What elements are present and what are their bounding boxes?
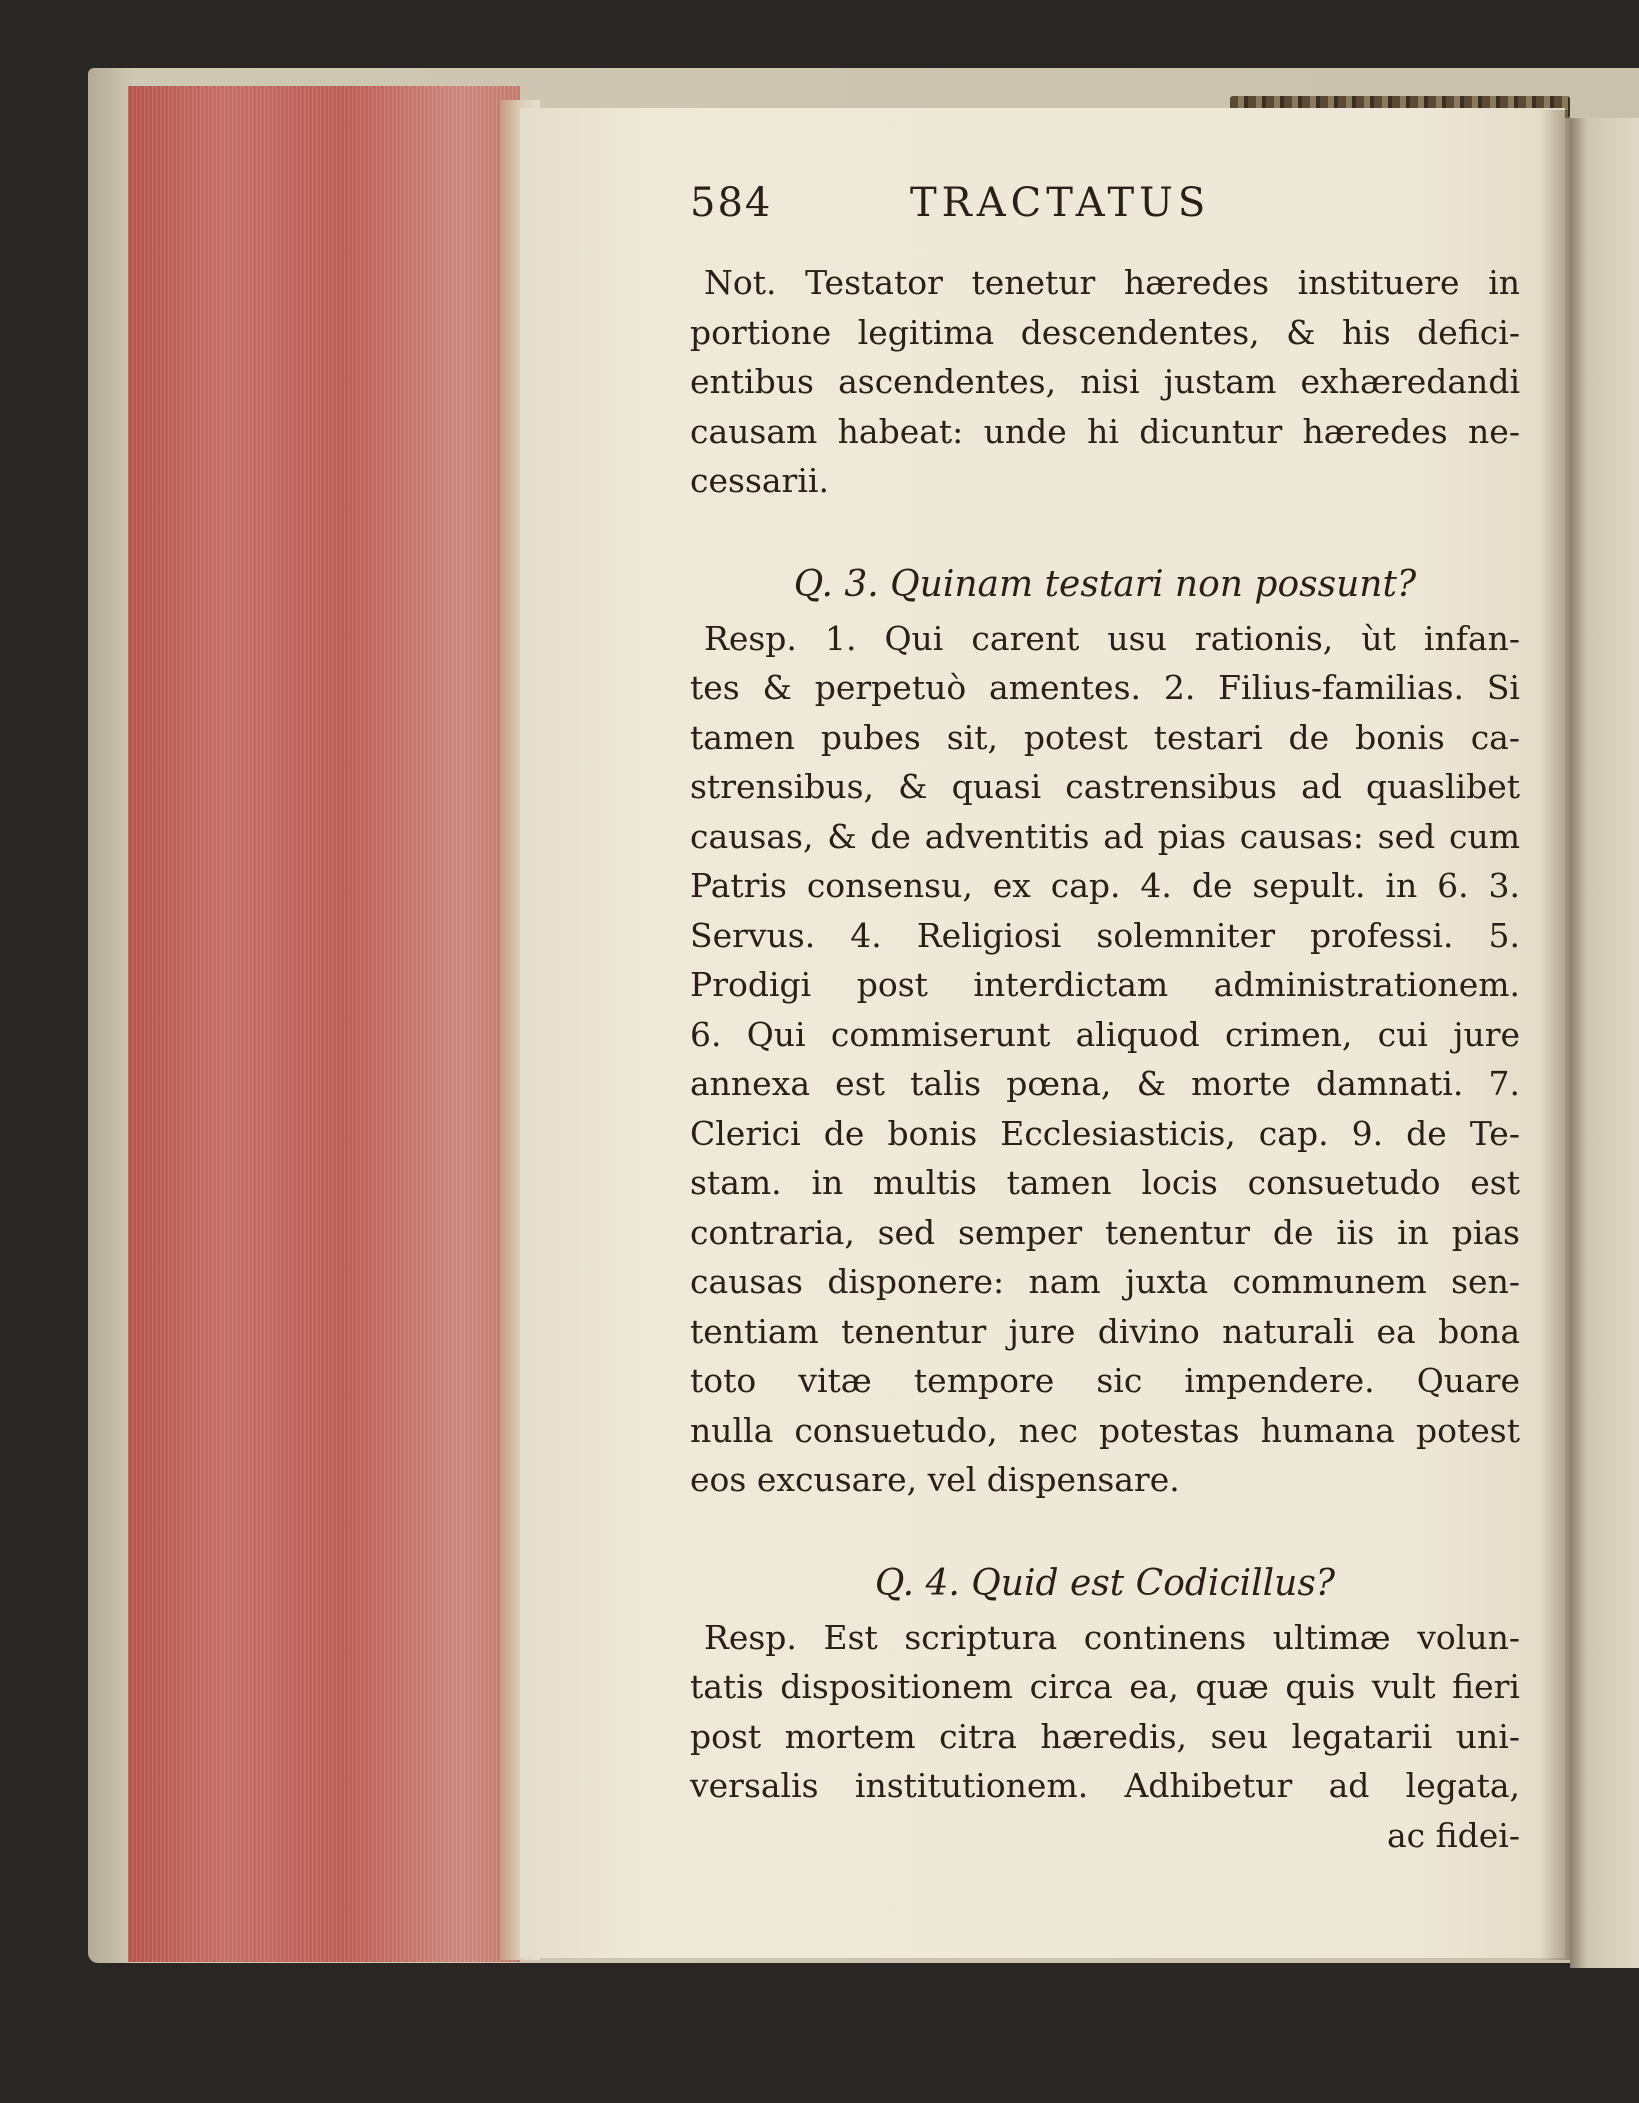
text-line: post mortem citra hæredis, seu legatarii uni-	[690, 1716, 1520, 1756]
text-line: Resp. Est scriptura continens ultimæ volun-	[704, 1617, 1520, 1657]
catchword: ac fidei-	[1386, 1815, 1520, 1855]
text-line: toto vitæ tempore sic impendere. Quare	[690, 1361, 1520, 1400]
running-title: TRACTATUS	[910, 180, 1211, 226]
facing-page-edge	[1570, 118, 1639, 1968]
text-line: causas, & de adventitis ad pias causas: sed cum	[690, 816, 1520, 856]
text-line: versalis institutionem. Adhibetur ad legata,	[690, 1766, 1520, 1805]
running-head	[690, 180, 1520, 258]
page-text	[690, 180, 1520, 1860]
text-line: Patris consensu, ex cap. 4. de sepult. in 6. 3.	[690, 866, 1520, 905]
text-line: entibus ascendentes, nisi justam exhæredandi	[690, 362, 1520, 401]
text-line: 6. Qui commiserunt aliquod crimen, cui jure	[690, 1014, 1520, 1054]
text-line: eos excusare, vel dispensare.	[690, 1460, 1180, 1499]
page-number: 584	[690, 180, 773, 226]
text-line: annexa est talis pœna, & morte damnati. 7.	[690, 1064, 1520, 1103]
text-line: tes & perpetuò amentes. 2. Filius-familias. Si	[690, 668, 1520, 707]
text-line: tatis dispositionem circa ea, quæ quis vult fieri	[690, 1667, 1520, 1706]
text-line: causas disponere: nam juxta communem sen-	[690, 1262, 1520, 1301]
text-line: Not. Testator tenetur hæredes instituere in	[704, 263, 1520, 302]
text-line: stam. in multis tamen locis consuetudo est	[690, 1163, 1520, 1202]
text-line: nulla consuetudo, nec potestas humana potest	[690, 1410, 1520, 1450]
text-line: tentiam tenentur jure divino naturali ea bona	[690, 1311, 1520, 1351]
text-line: Servus. 4. Religiosi solemniter professi. 5.	[690, 915, 1520, 955]
text-line: portione legitima descendentes, & his defici-	[690, 312, 1520, 352]
red-page-edges	[128, 86, 520, 1962]
text-line: Clerici de bonis Ecclesiasticis, cap. 9. de Te-	[690, 1113, 1520, 1153]
text-line: causam habeat: unde hi dicuntur hæredes ne-	[690, 411, 1520, 451]
text-line: contraria, sed semper tenentur de iis in pias	[690, 1212, 1520, 1252]
question-heading: Q. 3. Quinam testari non possunt?	[793, 563, 1417, 605]
text-line: cessarii.	[690, 461, 829, 500]
text-line: Prodigi post interdictam administrationem.	[690, 965, 1520, 1004]
text-line: strensibus, & quasi castrensibus ad quaslibet	[690, 767, 1520, 806]
question-heading: Q. 4. Quid est Codicillus?	[874, 1562, 1336, 1604]
text-line: Resp. 1. Qui carent usu rationis, ùt infan-	[704, 618, 1520, 658]
text-line: tamen pubes sit, potest testari de bonis ca-	[690, 717, 1520, 757]
page-fold-shadow	[1540, 110, 1570, 1960]
